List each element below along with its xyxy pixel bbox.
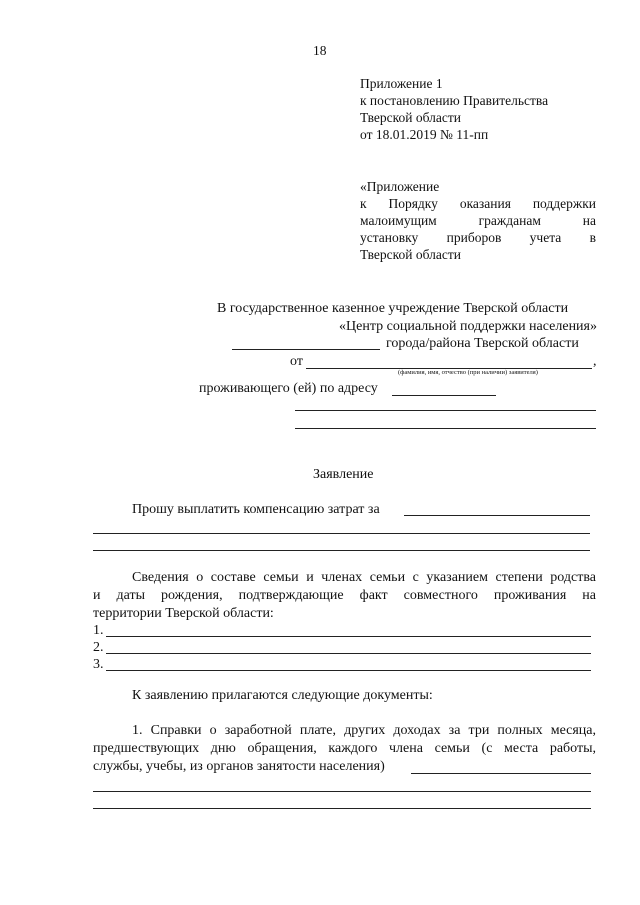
document-title: Заявление bbox=[313, 467, 374, 482]
family-text-line: Сведения о составе семьи и членах семьи с указанием степени родства bbox=[132, 570, 596, 585]
header-line: Тверской области bbox=[360, 110, 461, 125]
appendix-line: Тверской области bbox=[360, 247, 461, 262]
family-item-blank[interactable] bbox=[106, 669, 592, 671]
family-text-line: и даты рождения, подтверждающие факт совместного проживания на bbox=[93, 588, 596, 603]
appendix-line: установку приборов учета в bbox=[360, 230, 596, 245]
appendix-line: «Приложение bbox=[360, 179, 440, 194]
attachment-line: 1. Справки о заработной плате, других доходах за три полных месяца, bbox=[132, 723, 596, 738]
attachment-line: предшествующих дню обращения, каждого члена семьи (с места работы, bbox=[93, 741, 596, 756]
appendix-line: малоимущим гражданам на bbox=[360, 213, 596, 228]
request-blank[interactable] bbox=[93, 550, 590, 551]
attachments-heading: К заявлению прилагаются следующие документы: bbox=[132, 688, 433, 703]
family-item bbox=[93, 622, 591, 640]
request-text: Прошу выплатить компенсацию затрат за bbox=[132, 502, 380, 517]
address-blank[interactable] bbox=[295, 428, 596, 429]
address-blank[interactable] bbox=[295, 410, 596, 411]
appendix-line: к Порядку оказания поддержки bbox=[360, 196, 596, 211]
header-line: от 18.01.2019 № 11-пп bbox=[360, 127, 489, 142]
from-comma: , bbox=[593, 354, 597, 369]
residing-label: проживающего (ей) по адресу bbox=[199, 381, 378, 396]
attachment-blank[interactable] bbox=[93, 791, 591, 792]
attachment-blank[interactable] bbox=[93, 808, 591, 809]
family-item-number: 2. bbox=[93, 640, 104, 655]
address-blank[interactable] bbox=[392, 395, 496, 396]
family-item-number: 3. bbox=[93, 657, 104, 672]
city-blank[interactable] bbox=[232, 349, 380, 350]
header-line: Приложение 1 bbox=[360, 76, 443, 91]
family-item-number: 1. bbox=[93, 623, 104, 638]
request-blank[interactable] bbox=[404, 515, 590, 516]
family-item bbox=[93, 656, 591, 674]
recipient-line: В государственное казенное учреждение Тверской области bbox=[217, 301, 569, 316]
from-label: от bbox=[290, 354, 303, 369]
family-item bbox=[93, 639, 591, 657]
page-number: 18 bbox=[313, 43, 327, 58]
city-suffix: города/района Тверской области bbox=[386, 336, 579, 351]
recipient-center: «Центр социальной поддержки населения» bbox=[339, 319, 597, 334]
family-item-blank[interactable] bbox=[106, 635, 592, 637]
request-blank[interactable] bbox=[93, 533, 590, 534]
family-item-blank[interactable] bbox=[106, 652, 592, 654]
attachment-line: службы, учебы, из органов занятости населения) bbox=[93, 759, 385, 774]
attachment-blank[interactable] bbox=[411, 773, 591, 774]
from-hint: (фамилия, имя, отчество (при наличии) заявителя) bbox=[398, 369, 538, 376]
family-text-line: территории Тверской области: bbox=[93, 606, 274, 621]
header-line: к постановлению Правительства bbox=[360, 93, 549, 108]
